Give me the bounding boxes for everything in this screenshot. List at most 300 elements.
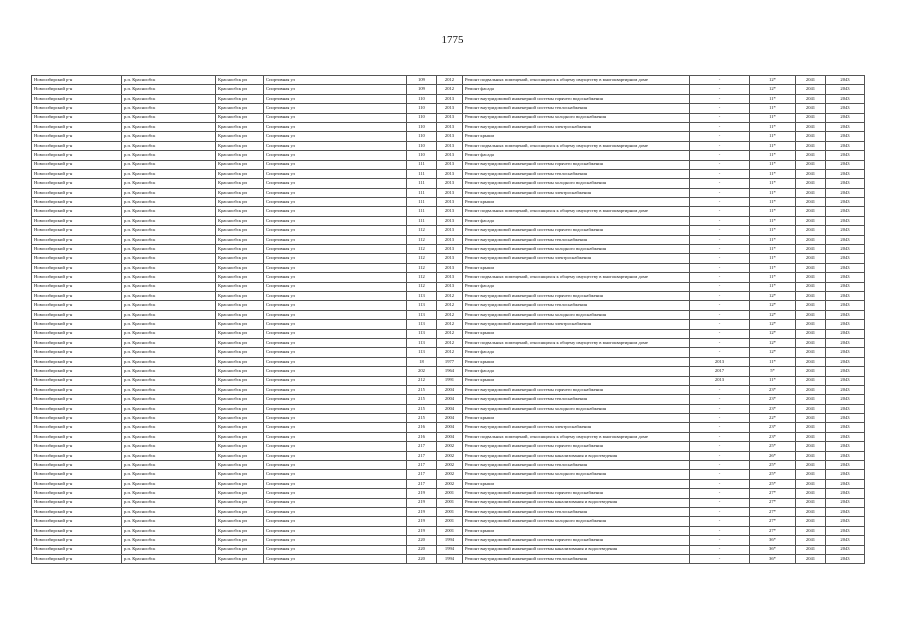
build-year-cell: 2001 xyxy=(437,517,463,526)
settlement-cell: р.п. Краснообск xyxy=(122,132,216,141)
locality-cell: Краснообск рп xyxy=(216,507,264,516)
work-type-cell: Ремонт внутридомовой инженерной системы канализования и водоотведения xyxy=(463,545,690,554)
locality-cell: Краснообск рп xyxy=(216,216,264,225)
plan-start-cell: 2041 xyxy=(796,498,826,507)
wear-cell: 11* xyxy=(750,179,796,188)
table-row xyxy=(32,536,865,545)
table-row xyxy=(32,273,865,282)
locality-cell: Краснообск рп xyxy=(216,94,264,103)
house-number-cell: 217 xyxy=(407,461,437,470)
plan-start-cell: 2041 xyxy=(796,282,826,291)
last-repair-year-cell: - xyxy=(690,245,750,254)
locality-cell: Краснообск рп xyxy=(216,385,264,394)
street-cell: Спортивная ул xyxy=(264,198,407,207)
build-year-cell: 2001 xyxy=(437,498,463,507)
district-cell: Новосибирский р-н xyxy=(32,404,122,413)
build-year-cell: 1994 xyxy=(437,536,463,545)
wear-cell: 11* xyxy=(750,160,796,169)
district-cell: Новосибирский р-н xyxy=(32,263,122,272)
street-cell: Спортивная ул xyxy=(264,151,407,160)
district-cell: Новосибирский р-н xyxy=(32,198,122,207)
wear-cell: 36* xyxy=(750,536,796,545)
district-cell: Новосибирский р-н xyxy=(32,357,122,366)
build-year-cell: 2002 xyxy=(437,451,463,460)
settlement-cell: р.п. Краснообск xyxy=(122,404,216,413)
district-cell: Новосибирский р-н xyxy=(32,451,122,460)
house-number-cell: 112 xyxy=(407,263,437,272)
build-year-cell: 2013 xyxy=(437,179,463,188)
table-row xyxy=(32,404,865,413)
plan-start-cell: 2041 xyxy=(796,338,826,347)
table-row xyxy=(32,545,865,554)
table-row xyxy=(32,198,865,207)
build-year-cell: 1994 xyxy=(437,554,463,563)
wear-cell: 11* xyxy=(750,357,796,366)
plan-start-cell: 2041 xyxy=(796,76,826,85)
settlement-cell: р.п. Краснообск xyxy=(122,489,216,498)
house-number-cell: 110 xyxy=(407,141,437,150)
settlement-cell: р.п. Краснообск xyxy=(122,254,216,263)
table-row xyxy=(32,263,865,272)
district-cell: Новосибирский р-н xyxy=(32,207,122,216)
street-cell: Спортивная ул xyxy=(264,254,407,263)
plan-end-cell: 2043 xyxy=(826,169,865,178)
build-year-cell: 2013 xyxy=(437,282,463,291)
district-cell: Новосибирский р-н xyxy=(32,545,122,554)
table-row xyxy=(32,376,865,385)
table-row xyxy=(32,517,865,526)
plan-start-cell: 2041 xyxy=(796,536,826,545)
locality-cell: Краснообск рп xyxy=(216,254,264,263)
last-repair-year-cell: - xyxy=(690,395,750,404)
wear-cell: 23* xyxy=(750,432,796,441)
locality-cell: Краснообск рп xyxy=(216,367,264,376)
work-type-cell: Ремонт внутридомовой инженерной системы теплоснабжения xyxy=(463,554,690,563)
street-cell: Спортивная ул xyxy=(264,226,407,235)
house-number-cell: 220 xyxy=(407,545,437,554)
wear-cell: 11* xyxy=(750,263,796,272)
last-repair-year-cell: - xyxy=(690,132,750,141)
street-cell: Спортивная ул xyxy=(264,348,407,357)
locality-cell: Краснообск рп xyxy=(216,451,264,460)
wear-cell: 12* xyxy=(750,338,796,347)
build-year-cell: 2013 xyxy=(437,94,463,103)
locality-cell: Краснообск рп xyxy=(216,226,264,235)
plan-start-cell: 2041 xyxy=(796,376,826,385)
street-cell: Спортивная ул xyxy=(264,376,407,385)
capital-repair-table xyxy=(31,75,865,564)
locality-cell: Краснообск рп xyxy=(216,273,264,282)
plan-start-cell: 2041 xyxy=(796,273,826,282)
locality-cell: Краснообск рп xyxy=(216,348,264,357)
plan-start-cell: 2041 xyxy=(796,122,826,131)
street-cell: Спортивная ул xyxy=(264,461,407,470)
wear-cell: 12* xyxy=(750,291,796,300)
settlement-cell: р.п. Краснообск xyxy=(122,235,216,244)
plan-start-cell: 2041 xyxy=(796,451,826,460)
wear-cell: 12* xyxy=(750,301,796,310)
plan-end-cell: 2043 xyxy=(826,442,865,451)
last-repair-year-cell: - xyxy=(690,188,750,197)
house-number-cell: 113 xyxy=(407,329,437,338)
settlement-cell: р.п. Краснообск xyxy=(122,169,216,178)
last-repair-year-cell: - xyxy=(690,76,750,85)
wear-cell: 11* xyxy=(750,226,796,235)
plan-start-cell: 2041 xyxy=(796,198,826,207)
district-cell: Новосибирский р-н xyxy=(32,423,122,432)
work-type-cell: Ремонт внутридомовой инженерной системы горячего водоснабжения xyxy=(463,536,690,545)
table-row xyxy=(32,489,865,498)
wear-cell: 11* xyxy=(750,376,796,385)
build-year-cell: 1977 xyxy=(437,357,463,366)
work-type-cell: Ремонт фасада xyxy=(463,216,690,225)
table-row xyxy=(32,216,865,225)
street-cell: Спортивная ул xyxy=(264,94,407,103)
locality-cell: Краснообск рп xyxy=(216,104,264,113)
house-number-cell: 113 xyxy=(407,338,437,347)
district-cell: Новосибирский р-н xyxy=(32,226,122,235)
last-repair-year-cell: - xyxy=(690,385,750,394)
last-repair-year-cell: - xyxy=(690,207,750,216)
settlement-cell: р.п. Краснообск xyxy=(122,414,216,423)
district-cell: Новосибирский р-н xyxy=(32,526,122,535)
settlement-cell: р.п. Краснообск xyxy=(122,348,216,357)
settlement-cell: р.п. Краснообск xyxy=(122,526,216,535)
settlement-cell: р.п. Краснообск xyxy=(122,291,216,300)
build-year-cell: 2013 xyxy=(437,188,463,197)
settlement-cell: р.п. Краснообск xyxy=(122,357,216,366)
street-cell: Спортивная ул xyxy=(264,245,407,254)
build-year-cell: 2013 xyxy=(437,216,463,225)
last-repair-year-cell: - xyxy=(690,348,750,357)
plan-start-cell: 2041 xyxy=(796,245,826,254)
house-number-cell: 18 xyxy=(407,357,437,366)
wear-cell: 11* xyxy=(750,282,796,291)
build-year-cell: 2004 xyxy=(437,414,463,423)
wear-cell: 26* xyxy=(750,451,796,460)
street-cell: Спортивная ул xyxy=(264,479,407,488)
table-row xyxy=(32,329,865,338)
house-number-cell: 212 xyxy=(407,376,437,385)
work-type-cell: Ремонт внутридомовой инженерной системы теплоснабжения xyxy=(463,301,690,310)
settlement-cell: р.п. Краснообск xyxy=(122,451,216,460)
build-year-cell: 2012 xyxy=(437,320,463,329)
plan-end-cell: 2043 xyxy=(826,291,865,300)
locality-cell: Краснообск рп xyxy=(216,188,264,197)
work-type-cell: Ремонт внутридомовой инженерной системы холодного водоснабжения xyxy=(463,517,690,526)
settlement-cell: р.п. Краснообск xyxy=(122,554,216,563)
plan-end-cell: 2043 xyxy=(826,301,865,310)
street-cell: Спортивная ул xyxy=(264,367,407,376)
table-row xyxy=(32,479,865,488)
street-cell: Спортивная ул xyxy=(264,263,407,272)
plan-end-cell: 2043 xyxy=(826,141,865,150)
settlement-cell: р.п. Краснообск xyxy=(122,76,216,85)
locality-cell: Краснообск рп xyxy=(216,526,264,535)
build-year-cell: 2002 xyxy=(437,442,463,451)
plan-end-cell: 2043 xyxy=(826,245,865,254)
house-number-cell: 215 xyxy=(407,395,437,404)
last-repair-year-cell: - xyxy=(690,470,750,479)
last-repair-year-cell: - xyxy=(690,536,750,545)
table-row xyxy=(32,226,865,235)
wear-cell: 12* xyxy=(750,329,796,338)
wear-cell: 11* xyxy=(750,188,796,197)
district-cell: Новосибирский р-н xyxy=(32,414,122,423)
last-repair-year-cell: - xyxy=(690,554,750,563)
locality-cell: Краснообск рп xyxy=(216,517,264,526)
last-repair-year-cell: - xyxy=(690,85,750,94)
last-repair-year-cell: - xyxy=(690,179,750,188)
street-cell: Спортивная ул xyxy=(264,357,407,366)
street-cell: Спортивная ул xyxy=(264,320,407,329)
plan-start-cell: 2041 xyxy=(796,479,826,488)
plan-end-cell: 2043 xyxy=(826,461,865,470)
last-repair-year-cell: - xyxy=(690,169,750,178)
last-repair-year-cell: - xyxy=(690,122,750,131)
build-year-cell: 2001 xyxy=(437,507,463,516)
table-row xyxy=(32,470,865,479)
build-year-cell: 2013 xyxy=(437,141,463,150)
locality-cell: Краснообск рп xyxy=(216,461,264,470)
plan-start-cell: 2041 xyxy=(796,169,826,178)
settlement-cell: р.п. Краснообск xyxy=(122,461,216,470)
build-year-cell: 2004 xyxy=(437,423,463,432)
work-type-cell: Ремонт внутридомовой инженерной системы холодного водоснабжения xyxy=(463,245,690,254)
work-type-cell: Ремонт внутридомовой инженерной системы холодного водоснабжения xyxy=(463,310,690,319)
house-number-cell: 112 xyxy=(407,226,437,235)
settlement-cell: р.п. Краснообск xyxy=(122,122,216,131)
street-cell: Спортивная ул xyxy=(264,414,407,423)
wear-cell: 11* xyxy=(750,151,796,160)
table-row xyxy=(32,141,865,150)
district-cell: Новосибирский р-н xyxy=(32,151,122,160)
street-cell: Спортивная ул xyxy=(264,85,407,94)
district-cell: Новосибирский р-н xyxy=(32,132,122,141)
table-row xyxy=(32,461,865,470)
locality-cell: Краснообск рп xyxy=(216,498,264,507)
table-row xyxy=(32,367,865,376)
wear-cell: 27* xyxy=(750,498,796,507)
table-row xyxy=(32,235,865,244)
last-repair-year-cell: - xyxy=(690,254,750,263)
plan-start-cell: 2041 xyxy=(796,545,826,554)
table-row xyxy=(32,113,865,122)
last-repair-year-cell: 2013 xyxy=(690,357,750,366)
settlement-cell: р.п. Краснообск xyxy=(122,517,216,526)
last-repair-year-cell: - xyxy=(690,461,750,470)
last-repair-year-cell: - xyxy=(690,235,750,244)
work-type-cell: Ремонт внутридомовой инженерной системы холодного водоснабжения xyxy=(463,179,690,188)
street-cell: Спортивная ул xyxy=(264,432,407,441)
table-row xyxy=(32,282,865,291)
street-cell: Спортивная ул xyxy=(264,526,407,535)
last-repair-year-cell: - xyxy=(690,404,750,413)
district-cell: Новосибирский р-н xyxy=(32,169,122,178)
plan-start-cell: 2041 xyxy=(796,442,826,451)
build-year-cell: 2013 xyxy=(437,113,463,122)
house-number-cell: 219 xyxy=(407,507,437,516)
district-cell: Новосибирский р-н xyxy=(32,536,122,545)
settlement-cell: р.п. Краснообск xyxy=(122,367,216,376)
district-cell: Новосибирский р-н xyxy=(32,432,122,441)
district-cell: Новосибирский р-н xyxy=(32,442,122,451)
plan-end-cell: 2043 xyxy=(826,357,865,366)
wear-cell: 22* xyxy=(750,414,796,423)
plan-end-cell: 2043 xyxy=(826,104,865,113)
work-type-cell: Ремонт подвальных помещений, относящихся к общему имуществу в многоквартирном доме xyxy=(463,207,690,216)
house-number-cell: 220 xyxy=(407,554,437,563)
work-type-cell: Ремонт крыши xyxy=(463,479,690,488)
wear-cell: 11* xyxy=(750,104,796,113)
locality-cell: Краснообск рп xyxy=(216,141,264,150)
plan-end-cell: 2043 xyxy=(826,414,865,423)
work-type-cell: Ремонт крыши xyxy=(463,198,690,207)
plan-start-cell: 2041 xyxy=(796,263,826,272)
plan-start-cell: 2041 xyxy=(796,310,826,319)
table-row xyxy=(32,338,865,347)
street-cell: Спортивная ул xyxy=(264,554,407,563)
table-row xyxy=(32,122,865,131)
wear-cell: 23* xyxy=(750,395,796,404)
wear-cell: 11* xyxy=(750,245,796,254)
wear-cell: 36* xyxy=(750,554,796,563)
settlement-cell: р.п. Краснообск xyxy=(122,151,216,160)
plan-end-cell: 2043 xyxy=(826,198,865,207)
table-row xyxy=(32,385,865,394)
plan-start-cell: 2041 xyxy=(796,151,826,160)
table-row xyxy=(32,132,865,141)
settlement-cell: р.п. Краснообск xyxy=(122,301,216,310)
plan-end-cell: 2043 xyxy=(826,385,865,394)
wear-cell: 12* xyxy=(750,76,796,85)
street-cell: Спортивная ул xyxy=(264,160,407,169)
plan-end-cell: 2043 xyxy=(826,254,865,263)
district-cell: Новосибирский р-н xyxy=(32,113,122,122)
house-number-cell: 112 xyxy=(407,235,437,244)
plan-end-cell: 2043 xyxy=(826,122,865,131)
district-cell: Новосибирский р-н xyxy=(32,76,122,85)
locality-cell: Краснообск рп xyxy=(216,376,264,385)
locality-cell: Краснообск рп xyxy=(216,291,264,300)
build-year-cell: 2012 xyxy=(437,76,463,85)
plan-end-cell: 2043 xyxy=(826,94,865,103)
work-type-cell: Ремонт крыши xyxy=(463,329,690,338)
work-type-cell: Ремонт фасада xyxy=(463,282,690,291)
locality-cell: Краснообск рп xyxy=(216,207,264,216)
locality-cell: Краснообск рп xyxy=(216,151,264,160)
work-type-cell: Ремонт фасада xyxy=(463,348,690,357)
house-number-cell: 113 xyxy=(407,310,437,319)
district-cell: Новосибирский р-н xyxy=(32,554,122,563)
table-row xyxy=(32,526,865,535)
plan-start-cell: 2041 xyxy=(796,301,826,310)
page-number: 1775 xyxy=(441,34,464,46)
table-row xyxy=(32,357,865,366)
plan-start-cell: 2041 xyxy=(796,320,826,329)
street-cell: Спортивная ул xyxy=(264,442,407,451)
table-row xyxy=(32,188,865,197)
plan-end-cell: 2043 xyxy=(826,216,865,225)
street-cell: Спортивная ул xyxy=(264,104,407,113)
last-repair-year-cell: - xyxy=(690,442,750,451)
plan-end-cell: 2043 xyxy=(826,310,865,319)
street-cell: Спортивная ул xyxy=(264,273,407,282)
plan-end-cell: 2043 xyxy=(826,235,865,244)
plan-end-cell: 2043 xyxy=(826,273,865,282)
work-type-cell: Ремонт подвальных помещений, относящихся к общему имуществу в многоквартирном доме xyxy=(463,432,690,441)
plan-end-cell: 2043 xyxy=(826,320,865,329)
district-cell: Новосибирский р-н xyxy=(32,188,122,197)
house-number-cell: 113 xyxy=(407,291,437,300)
plan-start-cell: 2041 xyxy=(796,348,826,357)
district-cell: Новосибирский р-н xyxy=(32,216,122,225)
work-type-cell: Ремонт внутридомовой инженерной системы теплоснабжения xyxy=(463,461,690,470)
work-type-cell: Ремонт внутридомовой инженерной системы теплоснабжения xyxy=(463,169,690,178)
locality-cell: Краснообск рп xyxy=(216,423,264,432)
locality-cell: Краснообск рп xyxy=(216,169,264,178)
last-repair-year-cell: - xyxy=(690,216,750,225)
work-type-cell: Ремонт крыши xyxy=(463,376,690,385)
build-year-cell: 2012 xyxy=(437,329,463,338)
district-cell: Новосибирский р-н xyxy=(32,85,122,94)
build-year-cell: 2013 xyxy=(437,122,463,131)
district-cell: Новосибирский р-н xyxy=(32,254,122,263)
plan-start-cell: 2041 xyxy=(796,207,826,216)
settlement-cell: р.п. Краснообск xyxy=(122,113,216,122)
street-cell: Спортивная ул xyxy=(264,179,407,188)
plan-start-cell: 2041 xyxy=(796,423,826,432)
plan-start-cell: 2041 xyxy=(796,470,826,479)
build-year-cell: 2004 xyxy=(437,395,463,404)
plan-end-cell: 2043 xyxy=(826,263,865,272)
table-row xyxy=(32,169,865,178)
house-number-cell: 111 xyxy=(407,179,437,188)
build-year-cell: 2013 xyxy=(437,104,463,113)
wear-cell: 12* xyxy=(750,348,796,357)
plan-end-cell: 2043 xyxy=(826,404,865,413)
table-row xyxy=(32,245,865,254)
build-year-cell: 2012 xyxy=(437,301,463,310)
build-year-cell: 1964 xyxy=(437,367,463,376)
plan-end-cell: 2043 xyxy=(826,432,865,441)
district-cell: Новосибирский р-н xyxy=(32,141,122,150)
table-row xyxy=(32,498,865,507)
last-repair-year-cell: - xyxy=(690,451,750,460)
settlement-cell: р.п. Краснообск xyxy=(122,207,216,216)
wear-cell: 27* xyxy=(750,507,796,516)
street-cell: Спортивная ул xyxy=(264,329,407,338)
plan-end-cell: 2043 xyxy=(826,226,865,235)
settlement-cell: р.п. Краснообск xyxy=(122,395,216,404)
last-repair-year-cell: - xyxy=(690,160,750,169)
work-type-cell: Ремонт внутридомовой инженерной системы холодного водоснабжения xyxy=(463,470,690,479)
house-number-cell: 217 xyxy=(407,479,437,488)
plan-end-cell: 2043 xyxy=(826,207,865,216)
district-cell: Новосибирский р-н xyxy=(32,461,122,470)
street-cell: Спортивная ул xyxy=(264,207,407,216)
table-row xyxy=(32,151,865,160)
wear-cell: 25* xyxy=(750,479,796,488)
locality-cell: Краснообск рп xyxy=(216,245,264,254)
locality-cell: Краснообск рп xyxy=(216,132,264,141)
last-repair-year-cell: - xyxy=(690,198,750,207)
house-number-cell: 109 xyxy=(407,85,437,94)
plan-start-cell: 2041 xyxy=(796,404,826,413)
district-cell: Новосибирский р-н xyxy=(32,160,122,169)
plan-start-cell: 2041 xyxy=(796,461,826,470)
locality-cell: Краснообск рп xyxy=(216,235,264,244)
